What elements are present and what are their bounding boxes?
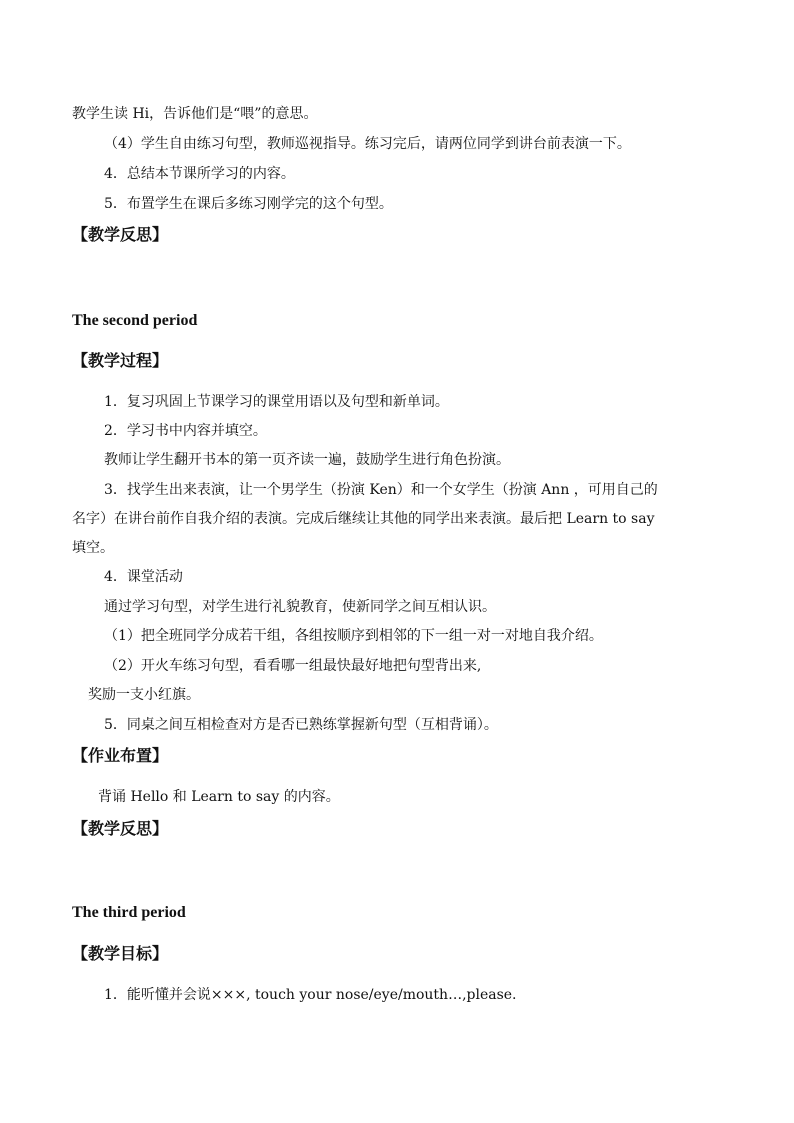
text-line: 4．课堂活动	[104, 569, 183, 585]
section-heading-goals: 【教学目标】	[72, 944, 169, 963]
text-line: 通过学习句型，对学生进行礼貌教育，使新同学之间互相认识。	[104, 599, 496, 615]
text-line: 名字）在讲台前作自我介绍的表演。完成后继续让其他的同学出来表演。最后把 Learn to say	[72, 511, 655, 527]
text-line: （1）把全班同学分成若干组，各组按顺序到相邻的下一组一对一对地自我介绍。	[104, 628, 603, 644]
section-heading-process: 【教学过程】	[72, 351, 169, 370]
text-line: 背诵 Hello 和 Learn to say 的内容。	[98, 789, 340, 805]
text-line: 4．总结本节课所学习的内容。	[104, 166, 295, 182]
text-line: 1．复习巩固上节课学习的课堂用语以及句型和新单词。	[104, 394, 449, 410]
text-line: 3．找学生出来表演，让一个男学生（扮演 Ken）和一个女学生（扮演 Ann ，可用自己的	[104, 482, 658, 498]
section-heading-reflection: 【教学反思】	[72, 225, 169, 244]
text-line: （4）学生自由练习句型，教师巡视指导。练习完后，请两位同学到讲台前表演一下。	[104, 136, 631, 152]
text-line: 教师让学生翻开书本的第一页齐读一遍，鼓励学生进行角色扮演。	[104, 452, 510, 468]
text-line: 1．能听懂并会说×××, touch your nose/eye/mouth…,please.	[104, 987, 517, 1003]
section-heading-reflection: 【教学反思】	[72, 819, 169, 838]
text-line: 奖励一支小红旗。	[88, 687, 200, 703]
text-line: 5．布置学生在课后多练习刚学完的这个句型。	[104, 196, 393, 212]
section-heading-homework: 【作业布置】	[72, 746, 169, 765]
text-line: 填空。	[72, 540, 114, 556]
period-title: The second period	[72, 312, 198, 329]
text-line: （2）开火车练习句型，看看哪一组最快最好地把句型背出来,	[104, 658, 482, 674]
text-line: 教学生读 Hi，告诉他们是“喂”的意思。	[72, 106, 318, 122]
text-line: 2．学习书中内容并填空。	[104, 423, 267, 439]
period-title: The third period	[72, 904, 186, 921]
text-line: 5．同桌之间互相检查对方是否已熟练掌握新句型（互相背诵）。	[104, 717, 498, 733]
